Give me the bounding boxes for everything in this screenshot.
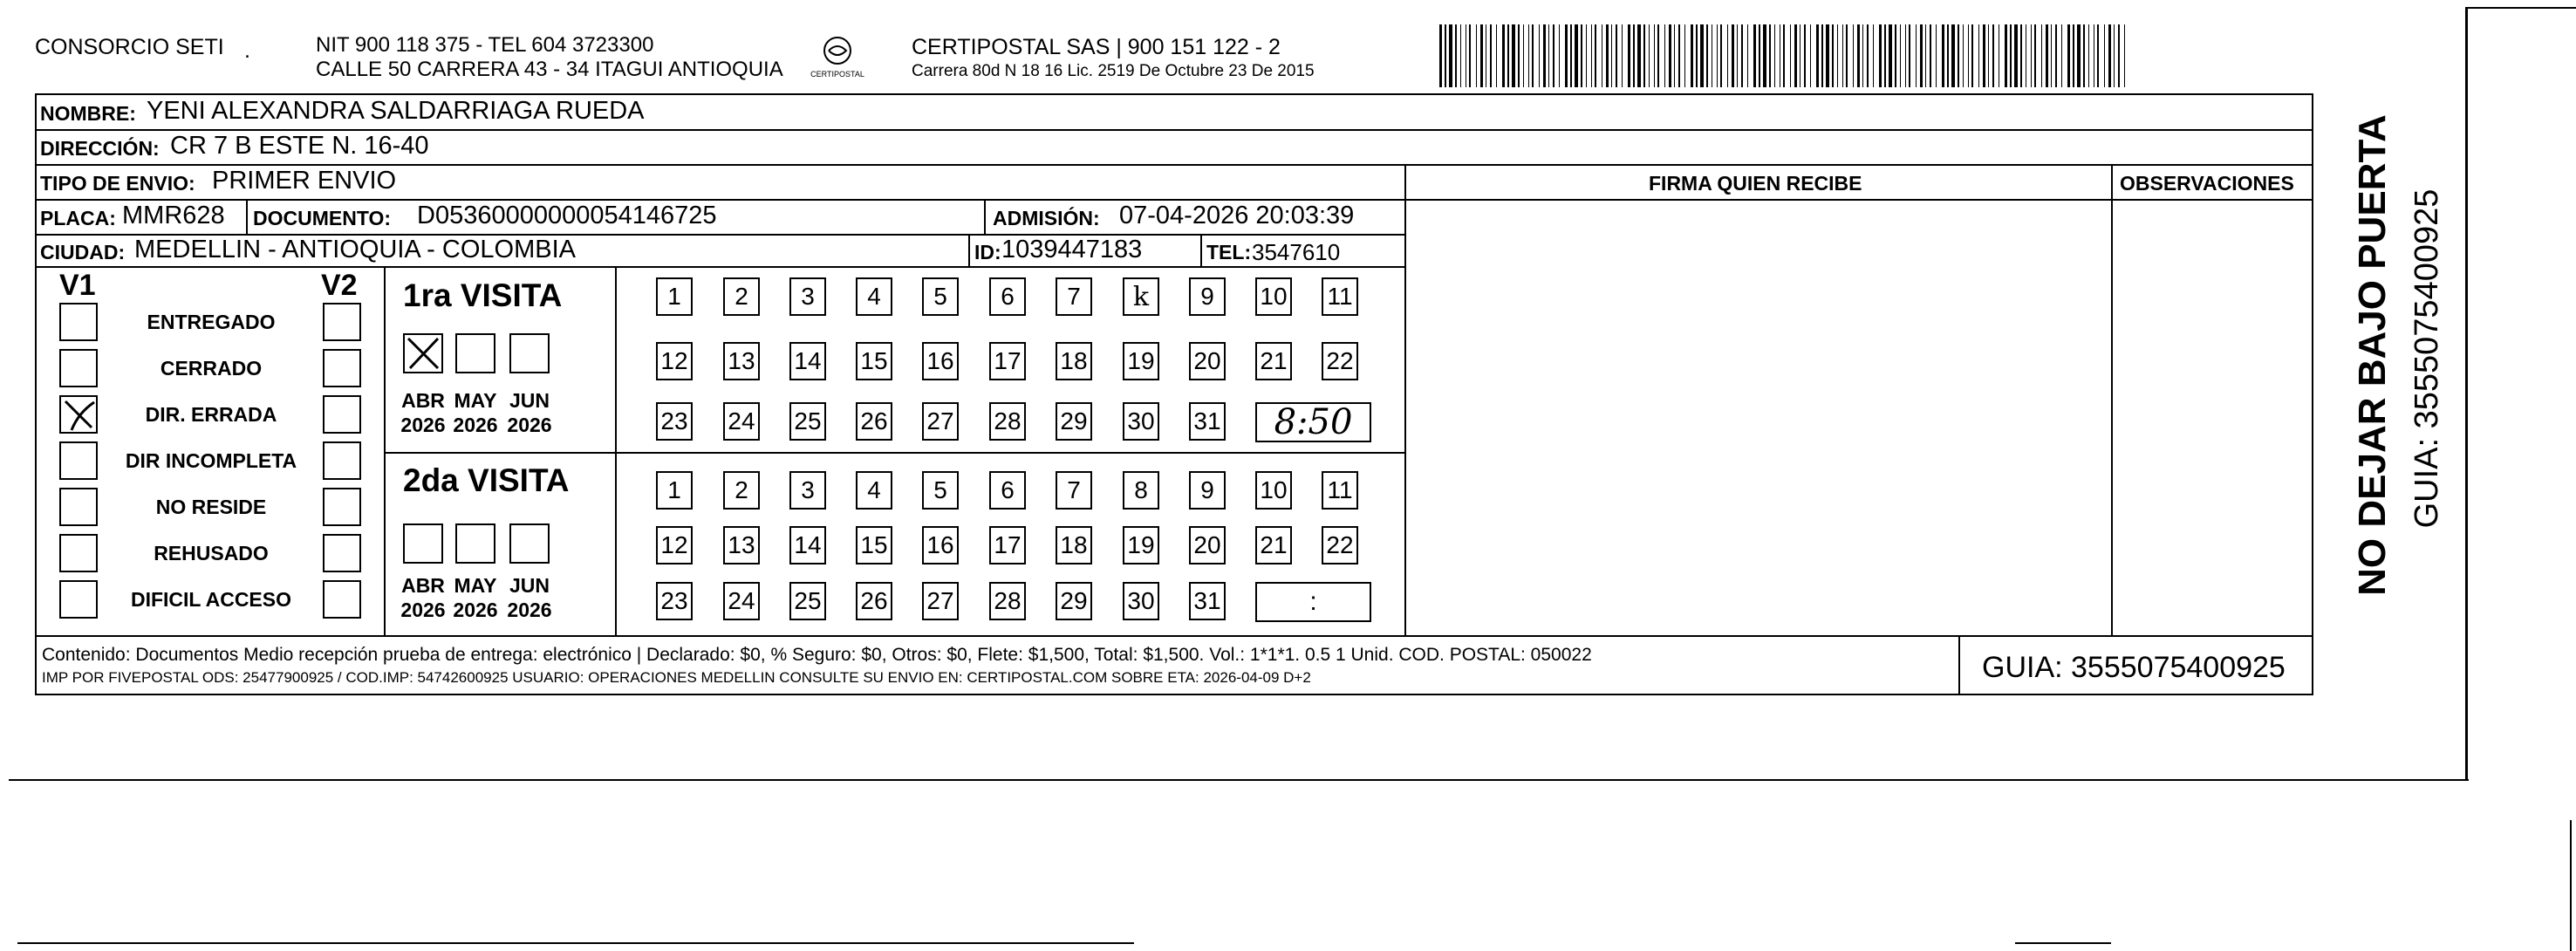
- v1-checkbox[interactable]: [59, 349, 98, 387]
- day-box[interactable]: 25: [789, 582, 826, 620]
- v2-checkbox[interactable]: [323, 534, 361, 572]
- time-box[interactable]: 8:50: [1255, 402, 1371, 442]
- day-box[interactable]: 21: [1255, 342, 1292, 380]
- day-box[interactable]: 11: [1322, 277, 1358, 316]
- direccion-value: CR 7 B ESTE N. 16-40: [170, 132, 429, 160]
- day-box[interactable]: 16: [922, 526, 959, 564]
- v2-checkbox[interactable]: [323, 580, 361, 619]
- admision-value: 07-04-2026 20:03:39: [1119, 202, 1355, 229]
- logo-text: CERTIPOSTAL: [810, 70, 864, 79]
- firma-label: FIRMA QUIEN RECIBE: [1649, 172, 1862, 195]
- day-box[interactable]: 6: [989, 471, 1026, 510]
- v1-checkbox[interactable]: [59, 395, 98, 434]
- tel-label: TEL:: [1206, 241, 1252, 263]
- day-box[interactable]: 30: [1123, 582, 1159, 620]
- day-box[interactable]: 11: [1322, 471, 1358, 510]
- tel-value: 3547610: [1252, 239, 1341, 265]
- day-box[interactable]: 9: [1189, 471, 1226, 510]
- v1-checkbox[interactable]: [59, 441, 98, 480]
- certipostal-address: Carrera 80d N 18 16 Lic. 2519 De Octubre 23 De 2015: [912, 62, 1315, 80]
- v2-checkbox[interactable]: [323, 488, 361, 526]
- month-label: JUN 2026: [507, 389, 552, 436]
- day-box[interactable]: 29: [1056, 582, 1092, 620]
- day-box[interactable]: k: [1123, 277, 1159, 316]
- id-label: ID:: [974, 241, 1001, 263]
- day-box[interactable]: 24: [723, 582, 760, 620]
- day-box[interactable]: 15: [856, 342, 892, 380]
- day-box[interactable]: 13: [723, 526, 760, 564]
- day-box[interactable]: 17: [989, 342, 1026, 380]
- day-box[interactable]: 22: [1322, 342, 1358, 380]
- documento-label: DOCUMENTO:: [253, 207, 392, 229]
- day-box[interactable]: 18: [1056, 342, 1092, 380]
- day-box[interactable]: 20: [1189, 342, 1226, 380]
- certipostal-logo: [803, 33, 872, 86]
- month-label: JUN 2026: [507, 574, 552, 621]
- day-box[interactable]: 7: [1056, 277, 1092, 316]
- day-box[interactable]: 19: [1123, 526, 1159, 564]
- day-box[interactable]: 28: [989, 582, 1026, 620]
- day-box[interactable]: 31: [1189, 582, 1226, 620]
- day-box[interactable]: 1: [656, 277, 693, 316]
- month-label: MAY 2026: [453, 389, 498, 436]
- day-box[interactable]: 14: [789, 526, 826, 564]
- side-warning: NO DEJAR BAJO PUERTA: [2351, 114, 2394, 596]
- day-box[interactable]: 22: [1322, 526, 1358, 564]
- day-box[interactable]: 23: [656, 582, 693, 620]
- status-label: DIR. ERRADA: [145, 403, 277, 426]
- placa-label: PLACA:: [40, 207, 116, 229]
- status-label: DIR INCOMPLETA: [125, 449, 297, 472]
- day-box[interactable]: 15: [856, 526, 892, 564]
- month-checkbox[interactable]: [509, 333, 550, 373]
- status-label: REHUSADO: [154, 542, 269, 564]
- v2-checkbox[interactable]: [323, 349, 361, 387]
- day-box[interactable]: 27: [922, 582, 959, 620]
- second-visit-title: 2da VISITA: [403, 462, 570, 498]
- observaciones-label: OBSERVACIONES: [2120, 172, 2294, 195]
- day-box[interactable]: 21: [1255, 526, 1292, 564]
- admision-label: ADMISIÓN:: [993, 207, 1100, 229]
- v2-checkbox[interactable]: [323, 303, 361, 341]
- day-box[interactable]: 23: [656, 402, 693, 441]
- month-checkbox[interactable]: [403, 333, 443, 373]
- nombre-value: YENI ALEXANDRA SALDARRIAGA RUEDA: [147, 97, 645, 125]
- status-label: DIFICIL ACCESO: [130, 588, 291, 611]
- day-box[interactable]: 12: [656, 526, 693, 564]
- day-box[interactable]: 1: [656, 471, 693, 510]
- day-box[interactable]: 14: [789, 342, 826, 380]
- side-text: [2312, 113, 2445, 619]
- v2-checkbox[interactable]: [323, 395, 361, 434]
- day-box[interactable]: 3: [789, 471, 826, 510]
- day-box[interactable]: 9: [1189, 277, 1226, 316]
- footer-guia: GUIA: 3555075400925: [1982, 651, 2286, 684]
- day-box[interactable]: 3: [789, 277, 826, 316]
- day-box[interactable]: 12: [656, 342, 693, 380]
- placa-value: MMR628: [122, 202, 225, 229]
- nombre-label: NOMBRE:: [40, 102, 136, 125]
- v1-checkbox[interactable]: [59, 488, 98, 526]
- v1-checkbox[interactable]: [59, 303, 98, 341]
- day-box[interactable]: 13: [723, 342, 760, 380]
- month-label: ABR 2026: [400, 389, 446, 436]
- v2-checkbox[interactable]: [323, 441, 361, 480]
- v1-checkbox[interactable]: [59, 580, 98, 619]
- time-box[interactable]: :: [1255, 582, 1371, 622]
- day-box[interactable]: 16: [922, 342, 959, 380]
- day-box[interactable]: 2: [723, 277, 760, 316]
- barcode: [1439, 24, 2135, 87]
- tipo-envio-value: PRIMER ENVIO: [212, 167, 397, 195]
- day-box[interactable]: 26: [856, 402, 892, 441]
- day-box[interactable]: 8: [1123, 471, 1159, 510]
- address-line: CALLE 50 CARRERA 43 - 34 ITAGUI ANTIOQUIA: [316, 58, 783, 81]
- day-box[interactable]: 30: [1123, 402, 1159, 441]
- month-checkbox[interactable]: [509, 523, 550, 564]
- direccion-label: DIRECCIÓN:: [40, 137, 160, 160]
- day-box[interactable]: 25: [789, 402, 826, 441]
- month-label: ABR 2026: [400, 574, 446, 621]
- month-label: MAY 2026: [453, 574, 498, 621]
- status-label: CERRADO: [160, 357, 263, 380]
- day-box[interactable]: 2: [723, 471, 760, 510]
- day-box[interactable]: 5: [922, 277, 959, 316]
- day-box[interactable]: 20: [1189, 526, 1226, 564]
- day-box[interactable]: 24: [723, 402, 760, 441]
- footer-line2: IMP POR FIVEPOSTAL ODS: 25477900925 / COD.IMP: 54742600925 USUARIO: OPERACIONES MEDELLIN CONSULTE SU ENVIO EN: CERTIPOSTAL.COM SOBRE ETA: 2026-04-09 D+2: [42, 669, 1311, 686]
- day-box[interactable]: 6: [989, 277, 1026, 316]
- day-box[interactable]: 10: [1255, 471, 1292, 510]
- tipo-envio-label: TIPO DE ENVIO:: [40, 172, 195, 195]
- day-box[interactable]: 4: [856, 471, 892, 510]
- documento-value: D05360000000054146725: [417, 202, 717, 229]
- day-box[interactable]: 28: [989, 402, 1026, 441]
- ciudad-value: MEDELLIN - ANTIOQUIA - COLOMBIA: [134, 236, 576, 263]
- day-box[interactable]: 4: [856, 277, 892, 316]
- v1-header: V1: [59, 269, 96, 302]
- v1-checkbox[interactable]: [59, 534, 98, 572]
- day-box[interactable]: 5: [922, 471, 959, 510]
- month-checkbox[interactable]: [403, 523, 443, 564]
- day-box[interactable]: 17: [989, 526, 1026, 564]
- day-box[interactable]: 7: [1056, 471, 1092, 510]
- side-guia: GUIA: 3555075400925: [2409, 188, 2445, 529]
- id-value: 1039447183: [1001, 236, 1143, 263]
- status-label: NO RESIDE: [155, 496, 267, 518]
- ciudad-label: CIUDAD:: [40, 241, 126, 263]
- first-visit-title: 1ra VISITA: [403, 277, 563, 313]
- day-box[interactable]: 27: [922, 402, 959, 441]
- day-box[interactable]: 31: [1189, 402, 1226, 441]
- day-box[interactable]: 18: [1056, 526, 1092, 564]
- month-checkbox[interactable]: [455, 523, 495, 564]
- day-box[interactable]: 29: [1056, 402, 1092, 441]
- day-box[interactable]: 19: [1123, 342, 1159, 380]
- nit-line: NIT 900 118 375 - TEL 604 3723300: [316, 33, 654, 57]
- certipostal-line: CERTIPOSTAL SAS | 900 151 122 - 2: [912, 35, 1281, 59]
- footer-line1: Contenido: Documentos Medio recepción prueba de entrega: electrónico | Declarado: $0, % Seguro: $0, Otros: $0, Flete: $1,500, Total: $1,500. Vol.: 1*1*1. 0.5 1 Unid. COD. POSTAL: 050022: [42, 645, 1592, 665]
- v2-header: V2: [321, 269, 358, 302]
- day-box[interactable]: 26: [856, 582, 892, 620]
- company-name: CONSORCIO SETI: [35, 35, 224, 59]
- day-box[interactable]: 10: [1255, 277, 1292, 316]
- month-checkbox[interactable]: [455, 333, 495, 373]
- status-label: ENTREGADO: [147, 311, 276, 333]
- company-dot: .: [244, 38, 250, 63]
